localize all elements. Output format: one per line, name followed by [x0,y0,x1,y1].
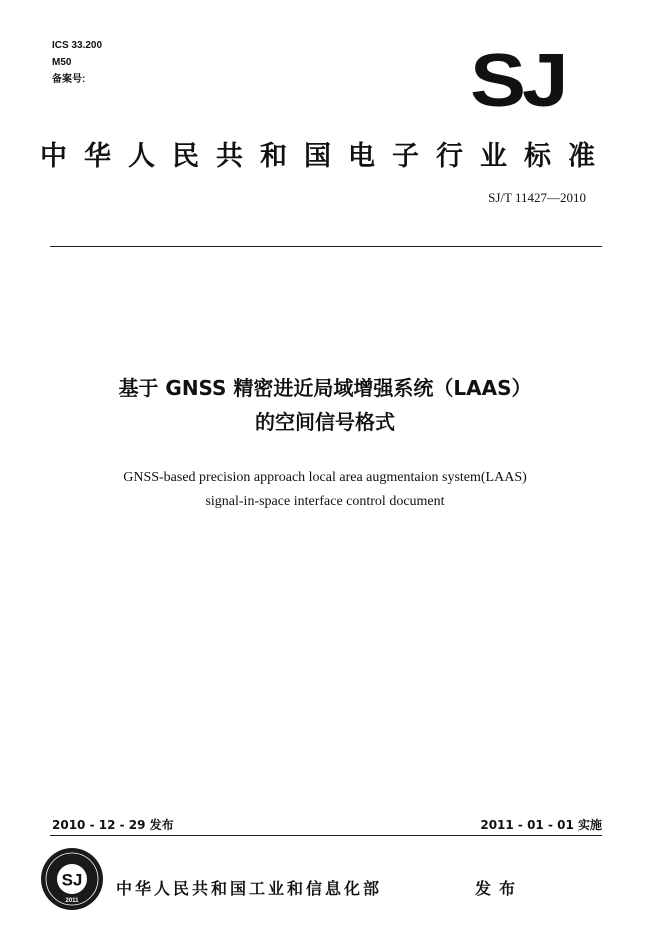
ics-code: ICS 33.200 [52,40,103,51]
top-divider [50,246,602,247]
bottom-divider [50,835,602,836]
seal-letters: SJ [61,870,83,890]
seal-year: 2011 [65,898,79,904]
sj-logo: SJ [470,37,565,123]
title-en-line1: GNSS-based precision approach local area augmentaion system(LAAS) [123,470,527,485]
publisher: 中华人民共和国工业和信息化部 [116,879,383,898]
title-en-line2: signal-in-space interface control document [205,494,445,509]
category-code: M50 [52,57,72,68]
standard-number: SJ/T 11427—2010 [488,190,586,205]
filing-number-label: 备案号: [52,74,86,85]
industry-title: 中华人民共和国电子行业标准 [40,141,612,172]
publish-label: 发布 [475,879,524,898]
title-cn-line2: 的空间信号格式 [255,410,395,434]
title-cn-line1: 基于 GNSS 精密进近局域增强系统（LAAS） [118,376,532,400]
issue-date: 2010 - 12 - 29 发布 [52,818,174,832]
implementation-date: 2011 - 01 - 01 实施 [480,818,602,832]
standard-seal-icon [40,847,104,911]
